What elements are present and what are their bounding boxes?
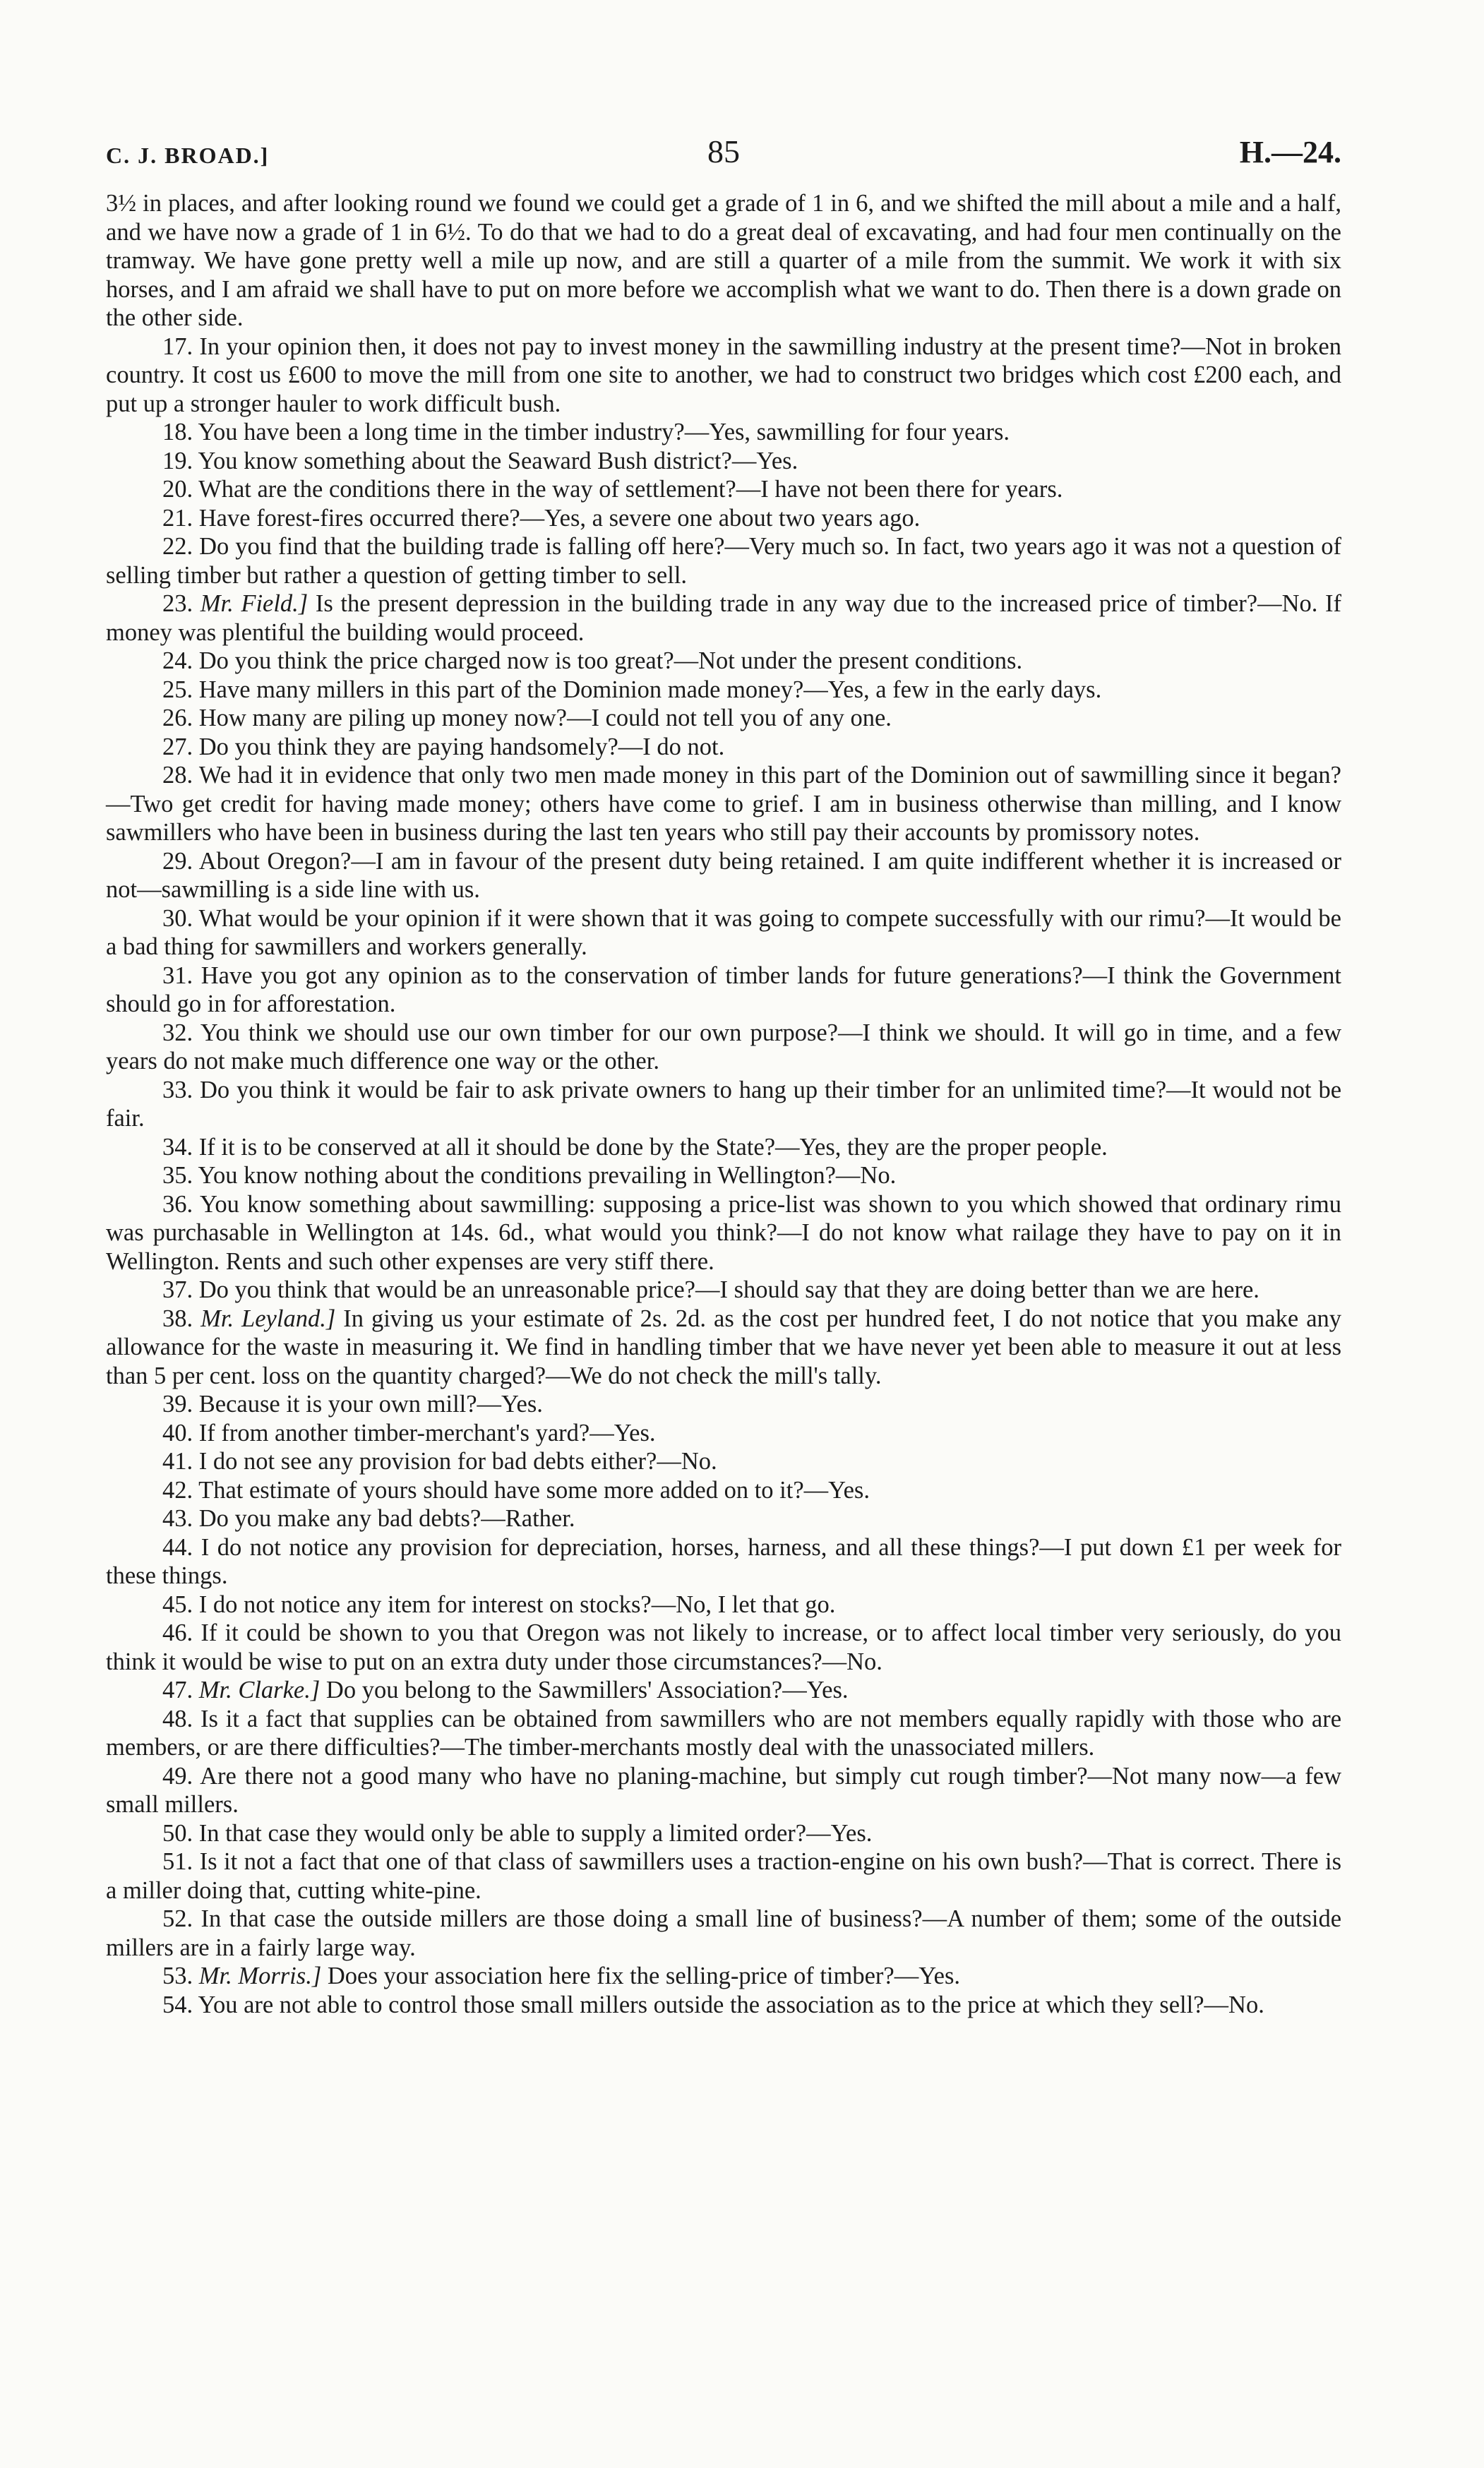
question-number: 18. <box>162 419 193 445</box>
question-number: 35. <box>162 1162 193 1189</box>
question-number: 48. <box>162 1705 193 1732</box>
question-answer-text: Do you think it would be fair to ask private owners to hang up their timber for an unlimited time?—It would not be fair. <box>106 1076 1342 1132</box>
question-answer-text: That estimate of yours should have some more added on to it?—Yes. <box>198 1476 870 1504</box>
question-answer-text: Because it is your own mill?—Yes. <box>198 1391 543 1418</box>
testimony-paragraph <box>106 647 1341 676</box>
question-answer-text: Is it a fact that supplies can be obtained from sawmillers who are not members equally rapidly with those who are members, or are there difficulties?—The timber-merchants mostly deal with the unassociated millers. <box>106 1705 1342 1761</box>
question-number: 23. <box>162 590 193 617</box>
testimony-paragraph <box>106 676 1341 705</box>
question-answer-text: In your opinion then, it does not pay to invest money in the sawmilling industry at the present time?—Not in broken country. It cost us £600 to move the mill from one site to another, we had to construct two bridges which cost £200 each, and put up a stronger hauler to work difficult bush. <box>106 333 1341 417</box>
question-number: 31. <box>162 962 193 989</box>
question-answer-text: Have many millers in this part of the Dominion made money?—Yes, a few in the early days. <box>198 676 1102 703</box>
question-answer-text: Is the present depression in the building trade in any way due to the increased price of timber?—No. If money was plentiful the building would proceed. <box>106 590 1342 646</box>
testimony-paragraph <box>106 1133 1341 1162</box>
question-answer-text: About Oregon?—I am in favour of the present duty being retained. I am quite indifferent whether it is increased or not—sawmilling is a side line with us. <box>106 847 1341 903</box>
testimony-paragraph <box>106 1991 1341 2020</box>
testimony-paragraph <box>106 1676 1341 1705</box>
testimony-paragraph <box>106 1962 1341 1991</box>
question-number: 30. <box>162 904 193 932</box>
question-answer-text: I do not see any provision for bad debts either?—No. <box>198 1448 717 1475</box>
question-number: 28. <box>162 762 193 789</box>
question-answer-text: What would be your opinion if it were shown that it was going to compete successfully with our rimu?—It would be a bad thing for sawmillers and workers generally. <box>106 904 1341 960</box>
testimony-paragraph <box>106 1390 1341 1419</box>
testimony-paragraph <box>106 733 1341 762</box>
speaker-name: Mr. Morris.] <box>198 1963 322 1989</box>
question-number: 27. <box>162 733 193 760</box>
question-number: 24. <box>162 647 193 674</box>
testimony-paragraph <box>106 1476 1341 1505</box>
question-number: 17. <box>162 333 193 360</box>
testimony-paragraph <box>106 475 1341 504</box>
question-answer-text: Have you got any opinion as to the conservation of timber lands for future generations?—I think the Government should go in for afforestation. <box>106 962 1341 1017</box>
question-answer-text: In giving us your estimate of 2s. 2d. as the cost per hundred feet, I do not notice that you make any allowance for the waste in measuring it. We find in handling timber that we have never yet been able to measure it out at less than 5 per cent. loss on the quantity charged?—We do not check the mill's tally. <box>106 1305 1342 1389</box>
question-number: 53. <box>162 1963 193 1989</box>
question-number: 45. <box>162 1591 193 1618</box>
question-answer-text: Do you find that the building trade is falling off here?—Very much so. In fact, two years ago it was not a question of selling timber but rather a question of getting timber to sell. <box>106 533 1342 589</box>
speaker-name: Mr. Leyland.] <box>201 1305 336 1332</box>
question-answer-text: I do not notice any provision for depreciation, horses, harness, and all these things?—I put down £1 per week for these things. <box>106 1533 1342 1589</box>
witness-name: C. J. BROAD.] <box>106 143 270 168</box>
question-answer-text: I do not notice any item for interest on stocks?—No, I let that go. <box>198 1591 836 1618</box>
speaker-name: Mr. Clarke.] <box>198 1677 321 1703</box>
page-number: 85 <box>707 133 740 169</box>
testimony-paragraph <box>106 962 1341 1019</box>
testimony-paragraph <box>106 1705 1341 1762</box>
testimony-paragraph <box>106 504 1341 533</box>
question-answer-text: In that case the outside millers are those doing a small line of business?—A number of them; some of the outside millers are in a fairly large way. <box>106 1905 1342 1961</box>
question-number: 40. <box>162 1419 193 1446</box>
testimony-paragraph <box>106 1619 1341 1676</box>
question-answer-text: Is it not a fact that one of that class of sawmillers uses a traction-engine on his own bush?—That is correct. There is a miller doing that, cutting white-pine. <box>106 1848 1342 1904</box>
testimony-paragraph <box>106 1161 1341 1190</box>
testimony-paragraph <box>106 1905 1341 1962</box>
testimony-paragraph <box>106 1447 1341 1476</box>
question-answer-text: Do you think the price charged now is too great?—Not under the present conditions. <box>198 647 1023 674</box>
question-answer-text: Are there not a good many who have no planing-machine, but simply cut rough timber?—Not many now—a few small millers. <box>106 1762 1341 1818</box>
testimony-body <box>106 189 1341 2019</box>
question-answer-text: You know nothing about the conditions prevailing in Wellington?—No. <box>198 1162 897 1189</box>
question-number: 49. <box>162 1762 193 1790</box>
question-answer-text: Do you belong to the Sawmillers' Association?—Yes. <box>325 1677 849 1703</box>
question-number: 21. <box>162 504 193 532</box>
testimony-paragraph <box>106 1762 1341 1819</box>
question-number: 50. <box>162 1819 193 1847</box>
question-answer-text: You know something about the Seaward Bush district?—Yes. <box>198 447 798 474</box>
testimony-paragraph <box>106 904 1341 962</box>
question-answer-text: If it is to be conserved at all it should be done by the State?—Yes, they are the proper people. <box>198 1133 1108 1161</box>
question-number: 51. <box>162 1848 193 1875</box>
question-answer-text: If from another timber-merchant's yard?—Yes. <box>198 1419 656 1446</box>
question-number: 43. <box>162 1505 193 1532</box>
question-answer-text: How many are piling up money now?—I could not tell you of any one. <box>198 705 892 731</box>
question-number: 19. <box>162 447 193 474</box>
question-number: 34. <box>162 1133 193 1161</box>
question-answer-text: Does your association here fix the selling-price of timber?—Yes. <box>327 1963 961 1989</box>
question-number: 39. <box>162 1391 193 1418</box>
testimony-paragraph <box>106 1190 1341 1276</box>
question-answer-text: You have been a long time in the timber industry?—Yes, sawmilling for four years. <box>198 419 1010 445</box>
question-number: 26. <box>162 705 193 731</box>
question-answer-text: Do you think that would be an unreasonable price?—I should say that they are doing better than we are here. <box>198 1276 1259 1303</box>
testimony-paragraph <box>106 532 1341 589</box>
question-answer-text: In that case they would only be able to supply a limited order?—Yes. <box>198 1819 873 1847</box>
question-answer-text: What are the conditions there in the way of settlement?—I have not been there for years. <box>198 476 1063 503</box>
page-header <box>106 133 1341 189</box>
speaker-name: Mr. Field.] <box>200 590 309 617</box>
testimony-paragraph <box>106 589 1341 647</box>
testimony-paragraph <box>106 1276 1341 1305</box>
question-number: 37. <box>162 1276 193 1303</box>
testimony-paragraph <box>106 1019 1341 1076</box>
question-number: 52. <box>162 1905 193 1932</box>
document-reference: H.—24. <box>1239 135 1341 169</box>
question-number: 29. <box>162 847 193 875</box>
testimony-paragraph <box>106 333 1341 419</box>
question-answer-text: Have forest-fires occurred there?—Yes, a severe one about two years ago. <box>198 504 921 532</box>
question-number: 41. <box>162 1448 193 1475</box>
question-answer-text: You know something about sawmilling: supposing a price-list was shown to you which showed that ordinary rimu was purchasable in Wellington at 14s. 6d., what would you think?—I do not know what railage they have to pay on it in Wellington. Rents and such other expenses are very stiff there. <box>106 1190 1341 1275</box>
testimony-paragraph <box>106 1533 1341 1591</box>
question-number: 47. <box>162 1677 193 1703</box>
document-page <box>106 133 1341 2019</box>
question-number: 32. <box>162 1019 193 1046</box>
question-number: 33. <box>162 1076 193 1103</box>
question-number: 44. <box>162 1533 193 1561</box>
question-answer-text: Do you make any bad debts?—Rather. <box>198 1505 575 1532</box>
question-number: 54. <box>162 1991 193 2018</box>
testimony-paragraph <box>106 1847 1341 1905</box>
question-answer-text: You are not able to control those small millers outside the association as to the price at which they sell?—No. <box>198 1991 1264 2018</box>
question-number: 42. <box>162 1476 193 1504</box>
question-answer-text: If it could be shown to you that Oregon was not likely to increase, or to affect local timber very seriously, do you think it would be wise to put on an extra duty under those circumstances?—No. <box>106 1619 1341 1675</box>
testimony-paragraph <box>106 761 1341 847</box>
testimony-paragraph <box>106 1305 1341 1391</box>
question-number: 36. <box>162 1190 193 1218</box>
testimony-paragraph <box>106 447 1341 476</box>
question-answer-text: We had it in evidence that only two men made money in this part of the Dominion out of sawmilling since it began?—Two get credit for having made money; others have come to grief. I am in business otherwise than milling, and I know sawmillers who have been in business during the last ten years who still pay their accounts by promissory notes. <box>106 762 1341 846</box>
question-number: 22. <box>162 533 193 560</box>
question-answer-text: You think we should use our own timber for our own purpose?—I think we should. It will go in time, and a few years do not make much difference one way or the other. <box>106 1019 1341 1074</box>
question-number: 38. <box>162 1305 193 1332</box>
testimony-paragraph <box>106 1504 1341 1533</box>
testimony-paragraph <box>106 704 1341 733</box>
testimony-paragraph <box>106 1591 1341 1619</box>
question-answer-text: Do you think they are paying handsomely?—I do not. <box>198 733 725 760</box>
testimony-paragraph <box>106 1419 1341 1448</box>
question-number: 25. <box>162 676 193 703</box>
question-number: 20. <box>162 476 193 503</box>
testimony-paragraph <box>106 189 1341 333</box>
testimony-paragraph <box>106 418 1341 447</box>
testimony-paragraph <box>106 847 1341 904</box>
testimony-paragraph <box>106 1819 1341 1848</box>
testimony-paragraph <box>106 1076 1341 1133</box>
question-answer-text: 3½ in places, and after looking round we found we could get a grade of 1 in 6, and we shifted the mill about a mile and a half, and we have now a grade of 1 in 6½. To do that we had to do a great deal of excavating, and had four men continually on the tramway. We have gone pretty well a mile up now, and are still a quarter of a mile from the summit. We work it with six horses, and I am afraid we shall have to put on more before we accomplish what we want to do. Then there is a down grade on the other side. <box>106 190 1341 331</box>
question-number: 46. <box>162 1619 193 1646</box>
